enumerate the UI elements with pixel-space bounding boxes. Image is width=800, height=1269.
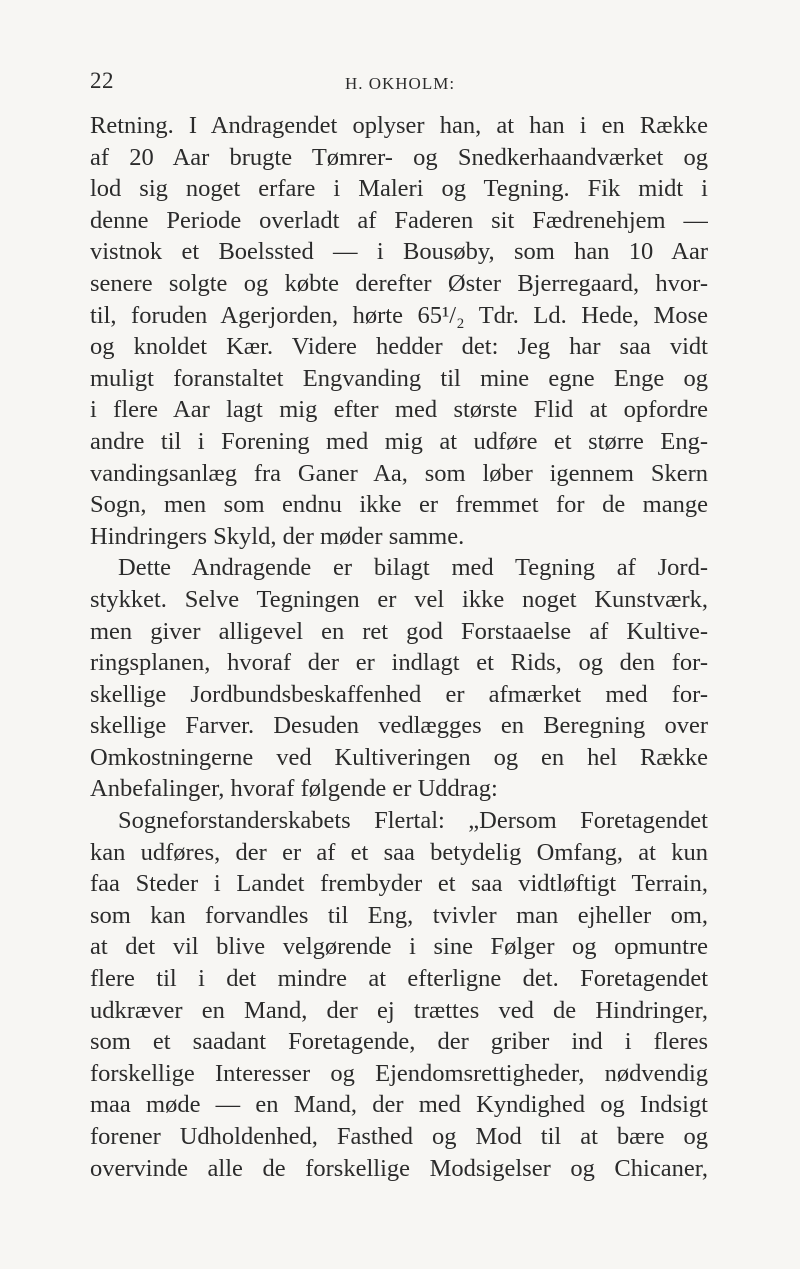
- text-line: forskellige Interesser og Ejendomsrettigheder, nødvendig: [90, 1059, 708, 1087]
- text-line: Retning. I Andragendet oplyser han, at han i en Række: [90, 112, 708, 139]
- text-line: muligt foranstaltet Engvanding til mine egne Enge og: [90, 364, 708, 392]
- text-line: Anbefalinger, hvoraf følgende er Uddrag:: [90, 775, 498, 803]
- text-line: ringsplanen, hvoraf der er indlagt et Rids, og den for-: [90, 649, 708, 677]
- text-line: forener Udholdenhed, Fasthed og Mod til at bære og: [90, 1123, 708, 1150]
- text-line: Omkostningerne ved Kultiveringen og en hel Række: [90, 743, 708, 771]
- text-line: vandingsanlæg fra Ganer Aa, som løber igennem Skern: [90, 459, 708, 487]
- body-text: [90, 110, 708, 1184]
- text-line: at det vil blive velgørende i sine Følger og opmuntre: [90, 933, 708, 961]
- text-line: som et saadant Foretagende, der griber ind i fleres: [90, 1028, 708, 1056]
- running-head: H. OKHOLM:: [344, 74, 456, 93]
- text-line: Dette Andragende er bilagt med Tegning af Jord-: [118, 554, 708, 582]
- text-line: maa møde — en Mand, der med Kyndighed og Indsigt: [90, 1091, 708, 1119]
- text-line: Sogneforstanderskabets Flertal: „Dersom Foretagendet: [118, 807, 708, 835]
- text-line: udkræver en Mand, der ej trættes ved de Hindringer,: [90, 996, 708, 1024]
- text-line: af 20 Aar brugte Tømrer- og Snedkerhaandværket og: [90, 143, 708, 171]
- text-line: denne Periode overladt af Faderen sit Fædrenehjem —: [90, 206, 708, 234]
- text-line: overvinde alle de forskellige Modsigelser og Chicaner,: [90, 1154, 708, 1182]
- text-line: som kan forvandles til Eng, tvivler man ejheller om,: [90, 901, 708, 929]
- text-line: faa Steder i Landet frembyder et saa vidtløftigt Terrain,: [90, 870, 708, 898]
- text-line: skellige Jordbundsbeskaffenhed er afmærket med for-: [90, 680, 708, 708]
- text-line: Sogn, men som endnu ikke er fremmet for de mange: [90, 491, 708, 519]
- text-line: senere solgte og købte derefter Øster Bjerregaard, hvor-: [90, 269, 708, 297]
- text-line: og knoldet Kær. Videre hedder det: Jeg har saa vidt: [90, 333, 708, 361]
- text-line: i flere Aar lagt mig efter med største Flid at opfordre: [90, 396, 708, 424]
- text-line: til, foruden Agerjorden, hørte 65¹/₂ Tdr. Ld. Hede, Mose: [90, 301, 708, 329]
- page-number: 22: [90, 68, 114, 93]
- text-line: stykket. Selve Tegningen er vel ikke noget Kunstværk,: [90, 585, 708, 613]
- text-line: andre til i Forening med mig at udføre et større Eng-: [90, 427, 708, 455]
- text-line: lod sig noget erfare i Maleri og Tegning. Fik midt i: [90, 175, 708, 203]
- text-line: flere til i det mindre at efterligne det. Foretagendet: [90, 965, 708, 993]
- text-line: Hindringers Skyld, der møder samme.: [90, 522, 465, 550]
- text-line: men giver alligevel en ret god Forstaaelse af Kultive-: [90, 617, 708, 645]
- text-line: kan udføres, der er af et saa betydelig Omfang, at kun: [90, 838, 708, 866]
- text-line: vistnok et Boelssted — i Bousøby, som han 10 Aar: [90, 238, 708, 266]
- text-line: skellige Farver. Desuden vedlægges en Beregning over: [90, 712, 708, 740]
